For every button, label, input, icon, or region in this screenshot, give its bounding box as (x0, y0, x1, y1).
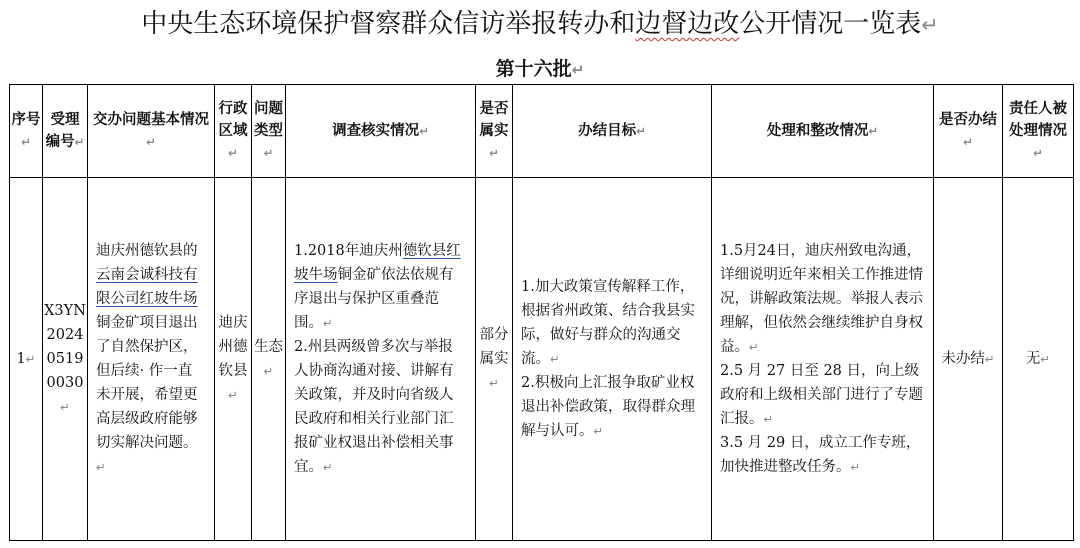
cell-region: 迪庆州德钦县↵ (215, 178, 252, 541)
investigation-paragraph-1: 1.2018年迪庆州德钦县红坡牛场铜金矿依法依规有序退出与保护区重叠范围。↵ (294, 243, 461, 331)
header-done: 是否办结↵ (934, 85, 1003, 178)
page-title-pre: 中央生态环境保护督察群众信访举报转办和 (141, 9, 636, 39)
cell-investigation (286, 178, 476, 541)
cell-receipt-no: X3YN202405190030↵ (43, 178, 88, 541)
cell-handling (712, 178, 934, 541)
cell-done: 未办结↵ (934, 178, 1003, 541)
header-region: 行政区域↵ (215, 85, 252, 178)
header-receipt-no: 受理编号↵ (43, 85, 88, 178)
cell-seq: 1↵ (10, 178, 43, 541)
cell-goal (513, 178, 712, 541)
cell-is-true: 部分属实↵ (476, 178, 513, 541)
page-title (0, 6, 1080, 43)
header-type: 问题类型↵ (252, 85, 286, 178)
handling-paragraph-1: 1.5月24日，迪庆州致电沟通，详细说明近年来相关工作推进情况，讲解政策法规。举报人表示理解，但依然会继续维护自身权益。↵ (720, 243, 923, 355)
investigation-paragraph-2: 2.州县两级曾多次与举报人协商沟通对接、讲解有关政策，并及时向省级人民政府和相关行业部门汇报矿业权退出补偿相关事宜。↵ (294, 339, 454, 475)
page-title-wavy: 边督边改 (635, 9, 740, 39)
header-goal: 办结目标↵ (513, 85, 712, 178)
handling-paragraph-3: 3.5 月 29 日，成立工作专班，加快推进整改任务。↵ (720, 435, 921, 475)
batch-subtitle-text: 第十六批 (495, 58, 572, 80)
paragraph-mark: ↵ (571, 61, 585, 79)
header-handling: 处理和整改情况↵ (712, 85, 934, 178)
goal-paragraph-2: 2.积极向上汇报争取矿业权退出补偿政策，取得群众理解与认可。↵ (521, 375, 695, 439)
complaint-table (9, 84, 1074, 541)
company-link-text: 云南会诚科技有限公司红坡牛场 (96, 267, 198, 307)
header-is-true: 是否属实↵ (476, 85, 513, 178)
batch-subtitle (0, 56, 1080, 83)
table-row (10, 178, 1074, 541)
paragraph-mark: ↵ (921, 13, 939, 37)
goal-paragraph-1: 1.加大政策宣传解释工作，根据省州政策、结合我县实际，做好与群众的沟通交流。↵ (521, 279, 695, 367)
cell-basic-info: 迪庆州德钦县的云南会诚科技有限公司红坡牛场铜金矿项目退出了自然保护区，但后续· 作一直未开展，希望更高层级政府能够切实解决问题。↵ (88, 178, 215, 541)
cell-type: 生态↵ (252, 178, 286, 541)
header-accountability: 责任人被处理情况↵ (1003, 85, 1074, 178)
handling-paragraph-2: 2.5 月 27 日至 28 日，向上级政府和上级相关部门进行了专题汇报。↵ (720, 363, 923, 427)
page-title-post: 公开情况一览表 (739, 9, 922, 39)
table-header-row (10, 85, 1074, 178)
header-seq: 序号↵ (10, 85, 43, 178)
header-basic-info: 交办问题基本情况↵ (88, 85, 215, 178)
header-investigation: 调查核实情况↵ (286, 85, 476, 178)
cell-accountability: 无↵ (1003, 178, 1074, 541)
